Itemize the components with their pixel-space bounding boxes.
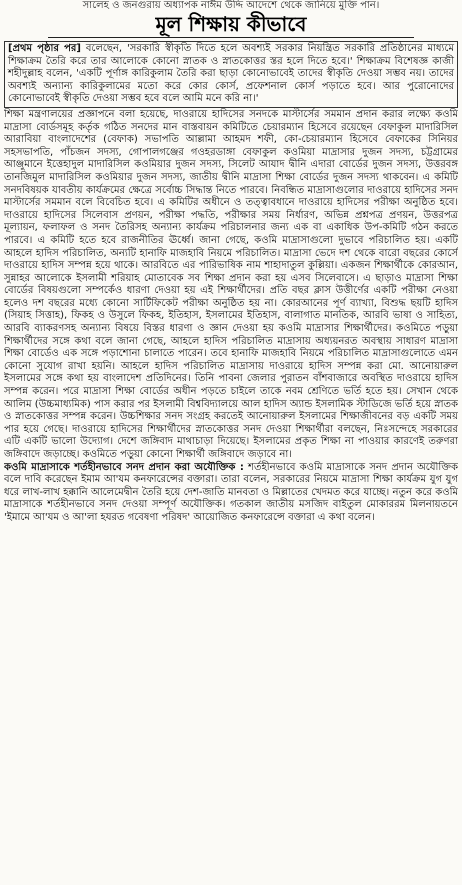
article-body xyxy=(4,41,458,883)
continuation-reference: [প্রথম পৃষ্ঠার পর] xyxy=(8,43,81,54)
subsection-text: শর্তহীনভাবে কওমি মাদ্রাসাকে সনদ প্রদান অযৌক্তিক বলে দাবি করেছেন ইমাম আ'যম কনফারেন্সের বক্তারা। তারা বলেন, সরকারের নিয়মে মাদ্রাসা শিক্ষা কার্যক্রম যুগ যুগ ধরে লাখ-লাখ হক্কানি আলেমেদ্বীন তৈরি হয়ে দেশ-জাতি মানবতা ও মিল্লাতের খেদমত করে যাচ্ছে। নতুন করে কওমি মাদ্রাসাকে শর্তহীনভাবে সনদ দেওয়া সম্পূর্ণ অযৌক্তিক। গতকাল জাতীয় মসজিদ বাইতুল মোকাররম মিলনায়তনে 'ইমামে আ'যম ও আ'লা হযরত গবেষণা পরিষদ' আয়োজিত কনফারেন্সে বক্তারা এ কথা বলেন। xyxy=(4,461,458,523)
intro-box xyxy=(4,41,458,108)
article-paragraphs xyxy=(4,109,458,525)
subsection-paragraph xyxy=(4,462,458,525)
headline-underline xyxy=(48,37,414,38)
article-headline: মূল শিক্ষায় কীভাবে xyxy=(155,12,307,36)
subsection-heading: কওমি মাদ্রাসাকে শর্তহীনভাবে সনদ প্রদান করা অযৌক্তিক : xyxy=(4,461,244,473)
previous-article-cut-line: সালেহ ও জনগুরায় অধ্যাপক নাঈম উদ্দি আদেশে থেকে জানিয়ে মুক্তি পান। xyxy=(82,0,380,11)
intro-text: বলেছেন, 'সরকারি স্বীকৃতি দিতে হলে অবশ্যই সরকার নিয়ন্ত্রিত সরকারি প্রতিষ্ঠানের মাধ্যমে শিক্ষাক্রম তৈরি করে তার আলোকে কোনো স্নাতক ও স্নাতকোত্তর স্তর হলে দিতে হবে।' শিক্ষাক্রম বিশেষজ্ঞ কাজী শহীদুল্লাহ বলেন, 'একটি পূর্ণাঙ্গ কারিকুলাম তৈরি করা ছাড়া কোনোভাবেই তাদের স্বীকৃতি দেওয়া সম্ভব নয়। তাদের অবশ্যই অন্যান্য কারিকুলামের মতো করে কোর কোর্স, প্রফেশনাল কোর্স পড়াতে হবে। আর পুরোনোদের কোনোভাবেই স্বীকৃতি দেওয়া সম্ভব হবে বলে আমি মনে করি না।' xyxy=(8,43,455,105)
paragraph: শিক্ষা মন্ত্রণালয়ের প্রজ্ঞাপনে বলা হয়েছে, দাওরায়ে হাদিসের সনদকে মাস্টার্সের সমমান প্রদান করার লক্ষ্যে কওমি মাদ্রাসা বোর্ডসমূহ কর্তৃক গঠিত সনদের মান বাস্তবায়ন কমিটিতে চেয়ারম্যান হিসেবে রয়েছেন বেফাকুল মাদারিসিল আরাবিয়া বাংলাদেশের (বেফাক) সভাপতি আল্লামা আহমদ শফী, কো-চেয়ারম্যান হিসেবে বেফাকের সিনিয়র সহসভাপতি, পাঁচজন সদস্য, গোপালগঞ্জের গওহরডাঙ্গা বেফাকুল কওমিয়া মাদ্রাসার দুজন সদস্য, চট্টগ্রামের আঞ্জুমানে ইত্তেহাদুল মাদারিসিল কওমিয়ার দুজন সদস্য, সিলেট আযাদ দ্বীনি এদারা বোর্ডের দুজন সদস্য, উত্তরবঙ্গ তানজিমুল মাদারিসিল কওমিয়ার দুজন সদস্য, জাতীয় দ্বীনি মাদ্রাসা শিক্ষা বোর্ডের দুজন সদস্য থাকবেন। এ কমিটি সনদবিষয়ক যাবতীয় কার্যক্রমের ক্ষেত্রে সর্বোচ্চ সিদ্ধান্ত নিতে পারবে। নিবন্ধিত মাদ্রাসাগুলোর দাওরায়ে হাদিসের সনদ মাস্টার্সের সমমান বলে বিবেচিত হবে। এ কমিটির অধীনে ও তত্ত্বাবধানে দাওরায়ে হাদিসের পরীক্ষা অনুষ্ঠিত হবে। দাওরায়ে হাদিসের সিলেবাস প্রণয়ন, পরীক্ষা পদ্ধতি, পরীক্ষার সময় নির্ধারণ, অভিন্ন প্রশ্নপত্র প্রণয়ন, উত্তরপত্র মূল্যায়ন, ফলাফল ও সনদ তৈরিসহ অন্যান্য কার্যক্রম পরিচালনার জন্য এক বা একাধিক উপ-কমিটি গঠন করতে পারবে। এ কমিটি হতে হবে রাজনীতির ঊর্ধ্বে। জানা গেছে, কওমি মাদ্রাসাগুলো দুভাবে পরিচালিত হয়। একটি আহলে হাদিস পরিচালিত, অন্যটি হানাফি মাজহাবি নিয়মে পরিচালিত। মাদ্রাসা ভেদে দশ থেকে বারো বছরের কোর্সে দাওরায়ে হাদিস সম্পন্ন হয়ে থাকে। আরবিতে এর পারিভাষিক নাম শাহাদাতুল কুল্লিয়া। একজন শিক্ষার্থীকে কোরআন, সুন্নাহর আলোকে ইসলামী শরিয়াহ মোতাবেক সব শিক্ষা প্রদান করা হয় এসব সিলেবাসে। এ ছাড়াও মাদ্রাসা শিক্ষা বোর্ডের বিষয়গুলো সম্পর্কেও ধারণা দেওয়া হয় এই শিক্ষার্থীদের। প্রতি বছর ক্লাস উত্তীর্ণের একটি পরীক্ষা নেওয়া হলেও দশ বছরের মধ্যে কোনো সার্টিফিকেট পরীক্ষা অনুষ্ঠিত হয় না। কোরআনের পূর্ণ ব্যাখ্যা, বিশুদ্ধ ছয়টি হাদিস (সিয়াহ সিত্তাহ), ফিকহ ও উসুলে ফিকহ, ইতিহাস, ইসলামের ইতিহাস, বালাগাত মানতিক, আরবি ভাষা ও সাহিত্য, আরবি ব্যাকরণসহ অন্যান্য বিষয়ে বিস্তর ধারণা ও জ্ঞান দেওয়া হয় কওমি মাদ্রাসার শিক্ষার্থীদের। কওমিতে পড়ুয়া শিক্ষার্থীদের সঙ্গে কথা বলে জানা গেছে, আহলে হাদিস পরিচালিত মাদ্রাসায় অধ্যয়নরত অবস্থায় সাধারণ মাদ্রাসা শিক্ষা বোর্ডেও এক সঙ্গে পড়াশোনা চালাতে পারেন। তবে হানাফি মাজহাবি নিয়মে পরিচালিত মাদ্রাসাগুলোতে এমন কোনো সুযোগ রাখা হয়নি। আহলে হাদিস পরিচালিত মাদ্রাসায় দাওরায়ে হাদিস সম্পন্ন করা মো. আনোয়ারুল ইসলামের সঙ্গে কথা হয় বাংলাদেশ প্রতিদিনের। তিনি পাবনা জেলার পুরাতন বাঁশবাজারে অবস্থিত দাওরায়ে হাদিস সম্পন্ন করেন। পরে মাদ্রাসা শিক্ষা বোর্ডের অধীন পড়তে চাইলে তাকে নবম শ্রেণিতে ভর্তি হতে হয়। সেখান থেকে আলিম (উচ্চমাধ্যমিক) পাস করার পর ইসলামী বিশ্ববিদ্যালয়ে আল হাদিস অ্যান্ড ইসলামিক স্টাডিজে ভর্তি হয়ে স্নাতক ও স্নাতকোত্তর সম্পন্ন করেন। উচ্চশিক্ষার সনদ সংগ্রহ করতেই আনোয়ারুল ইসলামের শিক্ষাজীবনের বড় একটি সময় পার হয়ে গেছে। দাওরায়ে হাদিসের শিক্ষার্থীদের স্নাতকোত্তর সনদ দেওয়া শিক্ষার্থীরা বলছেন, নিঃসন্দেহে সরকারের এটি একটি ভালো উদ্যোগ। দেশে জঙ্গিবাদ মাথাচাড়া দিয়েছে। ইসলামের প্রকৃত শিক্ষা না পাওয়ার কারণেই তরুণরা জঙ্গিবাদে জড়াচ্ছে। কওমিতে পড়ুয়া কোনো শিক্ষার্থী জঙ্গিবাদে জড়াবে না। xyxy=(4,108,458,460)
